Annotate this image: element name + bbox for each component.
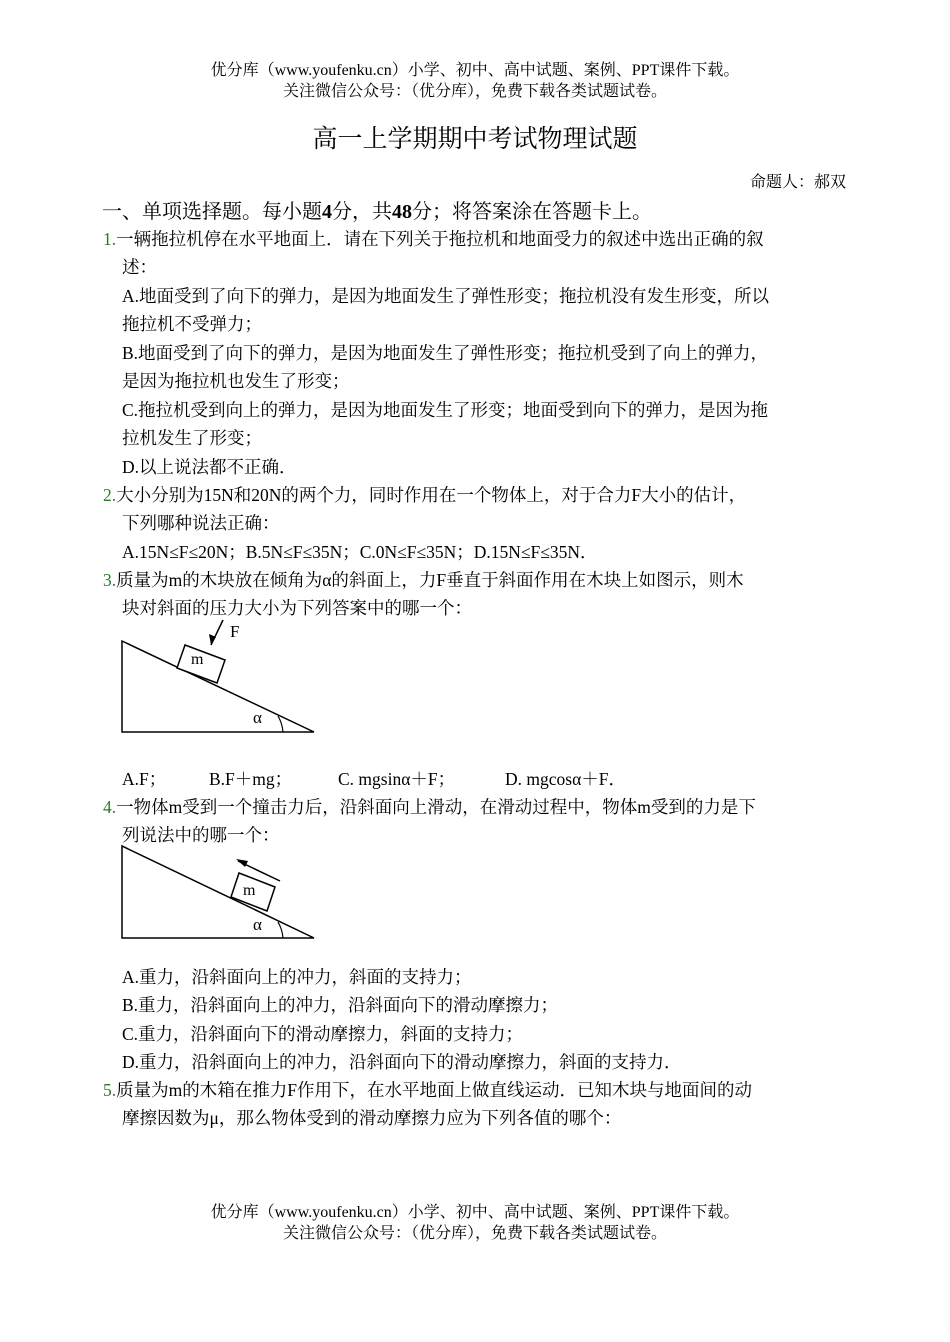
q4-angle-label: α <box>253 915 262 934</box>
q3-option-a: A.F； <box>122 769 167 789</box>
q3-option-b: B.F＋mg； <box>209 769 293 789</box>
author: 命题人：郝双 <box>749 174 846 191</box>
q5-stem-line-1 <box>103 1077 752 1102</box>
section-mid: 分，共 <box>332 201 392 223</box>
q4-option-c: C.重力，沿斜面向下的滑动摩擦力，斜面的支持力； <box>122 1024 524 1044</box>
footer-line-1: 优分库（www.youfenku.cn）小学、初中、高中试题、案例、PPT课件下载。 <box>210 1204 740 1221</box>
q3-option-d: D. mgcosα＋F． <box>505 769 626 789</box>
q3-angle-label: α <box>253 708 262 727</box>
q1-number: 1. <box>103 229 117 249</box>
section-prefix: 一、单项选择题。每小题 <box>102 201 322 223</box>
q3-angle-arc <box>278 716 283 732</box>
section-total: 48 <box>392 201 412 223</box>
footer-line-2: 关注微信公众号：（优分库），免费下载各类试题试卷。 <box>282 1225 667 1242</box>
q3-mass-label: m <box>191 651 204 668</box>
q5-number: 5. <box>103 1080 117 1100</box>
q1-option-c-line-1: C.拖拉机受到向上的弹力，是因为地面发生了形变；地面受到向下的弹力，是因为拖 <box>122 400 769 420</box>
q5-stem-text-1: 质量为m的木箱在推力F作用下，在水平地面上做直线运动．已知木块与地面间的动 <box>116 1080 752 1100</box>
q3-stem-line-2: 块对斜面的压力大小为下列答案中的哪一个： <box>122 598 472 618</box>
q1-option-d: D.以上说法都不正确． <box>122 457 297 477</box>
q4-mass-label: m <box>243 882 256 899</box>
q3-number: 3. <box>103 570 117 590</box>
q4-stem-line-2: 列说法中的哪一个： <box>122 825 280 845</box>
q1-option-c-line-2: 拉机发生了形变； <box>122 428 262 448</box>
q4-option-d: D.重力，沿斜面向上的冲力，沿斜面向下的滑动摩擦力，斜面的支持力． <box>122 1052 682 1072</box>
q5-stem-line-2: 摩擦因数为μ，那么物体受到的滑动摩擦力应为下列各值的哪个： <box>122 1108 622 1128</box>
q3-force-label: F <box>230 622 240 641</box>
q4-option-b: B.重力，沿斜面向上的冲力，沿斜面向下的滑动摩擦力； <box>122 995 559 1015</box>
header-line-1: 优分库（www.youfenku.cn）小学、初中、高中试题、案例、PPT课件下载。 <box>210 62 740 79</box>
q3-incline <box>122 641 314 732</box>
q1-stem-text-1: 一辆拖拉机停在水平地面上．请在下列关于拖拉机和地面受力的叙述中选出正确的叙 <box>116 229 764 249</box>
q3-option-c: C. mgsinα＋F； <box>338 769 456 789</box>
q4-stem-line-1 <box>103 794 756 819</box>
q4-option-a: A.重力，沿斜面向上的冲力，斜面的支持力； <box>122 967 472 987</box>
q1-option-b-line-1: B.地面受到了向下的弹力，是因为地面发生了弹性形变；拖拉机受到了向上的弹力， <box>122 343 769 363</box>
q1-option-b-line-2: 是因为拖拉机也发生了形变； <box>122 371 350 391</box>
q2-stem-line-2: 下列哪种说法正确： <box>122 513 280 533</box>
section-suffix: 分；将答案涂在答题卡上。 <box>412 201 652 223</box>
q4-motion-arrowhead <box>236 859 248 867</box>
q2-stem-text-1: 大小分别为15N和20N的两个力，同时作用在一个物体上，对于合力F大小的估计， <box>116 485 747 505</box>
q4-incline <box>122 846 314 938</box>
q3-stem-text-1: 质量为m的木块放在倾角为α的斜面上，力F垂直于斜面作用在木块上如图示，则木 <box>116 570 744 590</box>
q1-option-a-line-1: A.地面受到了向下的弹力，是因为地面发生了弹性形变；拖拉机没有发生形变，所以 <box>122 286 770 306</box>
q1-stem-line-2: 述： <box>122 257 157 277</box>
q4-angle-arc <box>278 922 283 938</box>
q2-options: A.15N≤F≤20N；B.5N≤F≤35N；C.0N≤F≤35N；D.15N≤F≤35N． <box>122 542 598 562</box>
header-line-2: 关注微信公众号：（优分库），免费下载各类试题试卷。 <box>282 83 667 100</box>
section-points: 4 <box>322 201 332 223</box>
q1-option-a-line-2: 拖拉机不受弹力； <box>122 314 262 334</box>
q2-number: 2. <box>103 485 117 505</box>
q4-stem-text-1: 一物体m受到一个撞击力后，沿斜面向上滑动，在滑动过程中，物体m受到的力是下 <box>116 797 756 817</box>
page-title: 高一上学期期中考试物理试题 <box>312 126 638 153</box>
q4-number: 4. <box>103 797 117 817</box>
